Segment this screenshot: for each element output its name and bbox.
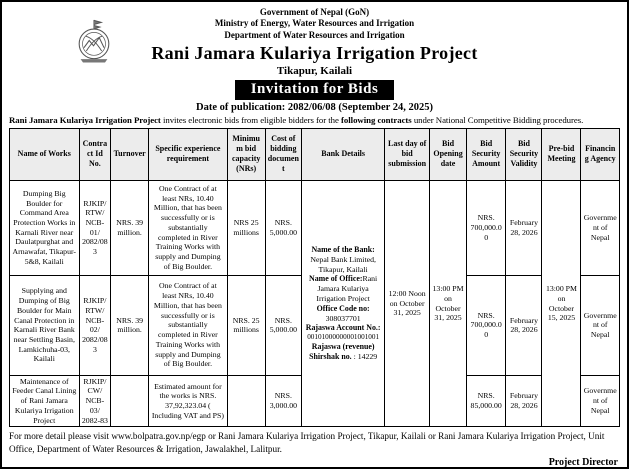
col-header-experience: Specific experience requirement <box>149 128 228 180</box>
cell-r3-contract-id: RJKIP/ CW/ NCB-03/ 2082-83 <box>79 375 111 427</box>
rajaswa-revenue-label: Rajaswa (revenue) <box>311 342 375 352</box>
col-header-bank-details: Bank Details <box>302 128 385 180</box>
cell-r3-experience: Estimated amount for the works is NRS. 37,92,323.04 ( Including VAT and PS) <box>149 375 228 427</box>
cell-r1-turnover: NRS. 39 million. <box>111 180 149 275</box>
col-header-last-day: Last day of bid submission <box>385 128 430 180</box>
publication-date: Date of publication: 2082/06/08 (September 24, 2025) <box>196 101 433 113</box>
cell-r2-financing-agency: Government of Nepal <box>581 275 620 375</box>
cell-r2-doc-cost: NRS. 5,000.00 <box>265 275 302 375</box>
col-header-opening-date: Bid Opening date <box>430 128 467 180</box>
intro-text-1: invites electronic bids from eligible bidders for the <box>160 114 342 125</box>
col-header-contract-id: Contract Id No. <box>79 128 111 180</box>
table-row <box>10 180 620 275</box>
bank-name-label: Name of the Bank: <box>311 245 375 255</box>
cell-r3-security-validity: February 28, 2026 <box>506 375 542 427</box>
cell-last-day-of-bid-submission: 12:00 Noon on October 31, 2025 <box>385 180 430 427</box>
cell-bid-opening-date: 13:00 PM on October 31, 2025 <box>430 180 467 427</box>
cell-r1-security-amount: NRS. 700,000.00 <box>466 180 506 275</box>
cell-r3-turnover <box>111 375 149 427</box>
rajaswa-account-value: 00101000000001001001 <box>307 333 380 342</box>
office-name-value: Rani Jamara Kulariya Irrigation Project <box>316 274 378 304</box>
col-header-security-amount: Bid Security Amount <box>466 128 506 180</box>
cell-r2-experience: One Contract of at least NRs, 10.40 Million, that has been successfully or is substantially completed in River Training Works with supply and Dumping of Big Boulder. <box>149 275 228 375</box>
project-location: Tikapur, Kailali <box>276 64 353 77</box>
cell-r3-name-of-works: Maintenance of Feeder Canal Lining of Rani Jamara Kulariya Irrigation Project <box>10 375 80 427</box>
cell-bank-details <box>302 180 385 427</box>
col-header-security-validity: Bid Security Validity <box>506 128 542 180</box>
cell-r3-doc-cost: NRS. 3,000.00 <box>265 375 302 427</box>
cell-r2-min-bid-capacity: NRS. 25 millions <box>227 275 265 375</box>
col-header-min-bid-capacity: Minimum bid capacity (NRs) <box>227 128 265 180</box>
cell-r2-turnover: NRS. 39 million. <box>111 275 149 375</box>
project-title: Rani Jamara Kulariya Irrigation Project <box>151 42 478 63</box>
col-header-financing-agency: Financing Agency <box>581 128 620 180</box>
cell-prebid-meeting: 13:00 PM on October 15, 2025 <box>542 180 581 427</box>
intro-text-2: under National Competitive Bidding procedures. <box>411 114 584 125</box>
office-code-value: 308037701 <box>325 313 361 323</box>
office-name-label: Name of Office: <box>309 274 363 284</box>
cell-r2-security-amount: NRS. 700,000.00 <box>466 275 506 375</box>
nepal-government-emblem-icon <box>72 16 116 71</box>
cell-r2-contract-id: RJKIP/ RTW/ NCB-02/ 2082/083 <box>79 275 111 375</box>
cell-r2-security-validity: February 28, 2026 <box>506 275 542 375</box>
intro-paragraph <box>9 115 620 125</box>
bank-name-value: Nepal Bank Limited, Tikapur, Kailali <box>310 255 376 274</box>
table-header-row <box>10 128 620 180</box>
col-header-prebid-meeting: Pre-bid Meeting <box>542 128 581 180</box>
cell-r2-name-of-works: Supplying and Dumping of Big Boulder for Main Canal Protection in Karnali River Bank near Settling Basin, Lamkichuha-03, Kailali <box>10 275 80 375</box>
cell-r1-min-bid-capacity: NRS 25 millions <box>227 180 265 275</box>
cell-r1-financing-agency: Government of Nepal <box>581 180 620 275</box>
col-header-doc-cost: Cost of bidding document <box>265 128 302 180</box>
intro-project-name: Rani Jamara Kulariya Irrigation Project <box>9 114 161 125</box>
cell-r3-security-amount: NRS. 85,000.00 <box>466 375 506 427</box>
intro-following-contracts: following contracts <box>341 114 412 125</box>
bids-table <box>9 128 620 428</box>
cell-r3-financing-agency: Government of Nepal <box>581 375 620 427</box>
gov-line-2: Ministry of Energy, Water Resources and Irrigation <box>214 18 415 29</box>
footer-note: For more detail please visit www.bolpatra.gov.np/egp or Rani Jamara Kulariya Irrigation Project, Tikapur, Kailali or Rani Jamara Kulariya Irrigation Project, Unit Office, Department of Water Resources & Irrigation, Jawalakhel, Lalitpur. <box>9 431 605 454</box>
col-header-turnover: Turnover <box>111 128 149 180</box>
cell-r1-contract-id: RJKIP/ RTW/ NCB-01/ 2082/083 <box>79 180 111 275</box>
project-director-signature: Project Director <box>548 457 618 469</box>
gov-line-1: Government of Nepal (GoN) <box>259 7 370 17</box>
cell-r1-experience: One Contract of at least NRs, 10.40 Million, that has been successfully or is substantially completed in River Training Works with supply and Dumping of Big Boulder. <box>149 180 228 275</box>
gov-line-3: Department of Water Resources and Irrigation <box>224 29 405 40</box>
cell-r3-min-bid-capacity <box>227 375 265 427</box>
invitation-banner: Invitation for Bids <box>235 80 395 100</box>
cell-r1-security-validity: February 28, 2026 <box>506 180 542 275</box>
cell-r1-name-of-works: Dumping Big Boulder for Command Area Protection Works in Karnali River near Daulatpurghat and Arnawafat, Tikapur-5&8, Kailali <box>10 180 80 275</box>
office-code-label: Office Code no: <box>316 303 370 313</box>
shirshak-value: : 14229 <box>351 352 378 362</box>
banner-container <box>9 80 620 100</box>
shirshak-label: Shirshak no. <box>309 352 352 362</box>
cell-r1-doc-cost: NRS. 5,000.00 <box>265 180 302 275</box>
rajaswa-account-label: Rajaswa Account No.: <box>305 323 381 333</box>
col-header-name-of-works: Name of Works <box>10 128 80 180</box>
